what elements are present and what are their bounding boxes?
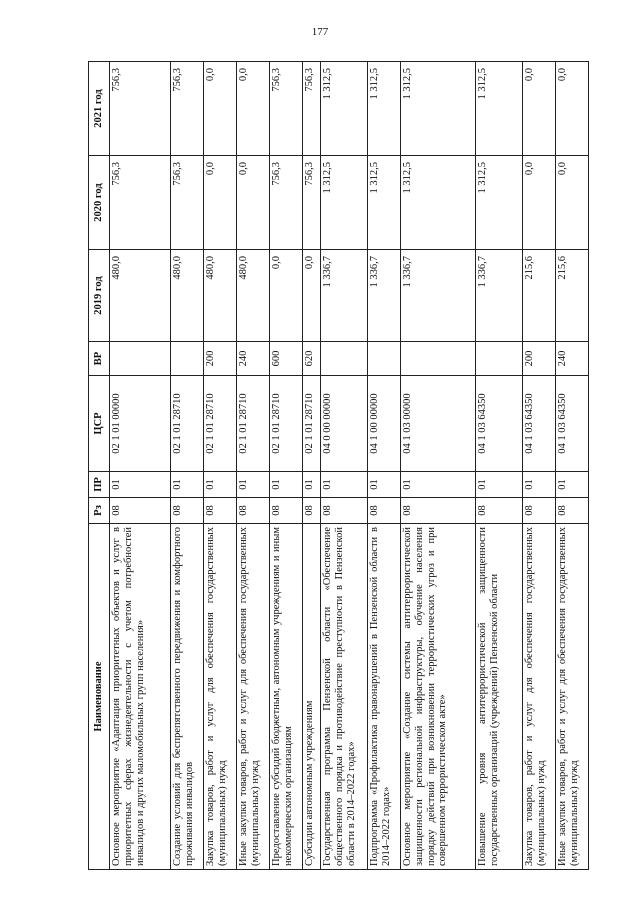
row-name: Закупка товаров, работ и услуг для обеспечения государственных (муниципальных) нужд xyxy=(204,524,237,870)
table-row xyxy=(368,62,401,870)
row-rz: 08 xyxy=(303,498,321,524)
row-csr: 02 1 01 28710 xyxy=(270,376,303,472)
row-vr: 620 xyxy=(303,342,321,376)
row-name: Основное мероприятие «Создание системы антитеррористической защищенности региональной инфраструктуры, обучение населения порядку действий при возникновении террористических угроз и при совершенном террористическом акте» xyxy=(401,524,476,870)
row-vr xyxy=(110,342,171,376)
row-2020: 756,3 xyxy=(110,156,171,250)
row-2019: 1 336,7 xyxy=(321,250,368,342)
row-2020: 756,3 xyxy=(270,156,303,250)
row-pr: 01 xyxy=(303,472,321,498)
row-2021: 756,3 xyxy=(110,62,171,156)
row-pr: 01 xyxy=(368,472,401,498)
row-rz: 08 xyxy=(556,498,589,524)
row-pr: 01 xyxy=(321,472,368,498)
header-name: Наименование xyxy=(89,524,110,870)
row-2021: 0,0 xyxy=(556,62,589,156)
rotated-table-container xyxy=(88,62,580,870)
row-2020: 0,0 xyxy=(237,156,270,250)
row-vr: 240 xyxy=(237,342,270,376)
row-csr: 04 1 03 64350 xyxy=(556,376,589,472)
row-rz: 08 xyxy=(401,498,476,524)
row-name: Основное мероприятие «Адаптация приоритетных объектов и услуг в приоритетных сферах жизнедеятельности с учетом потребностей инвалидов и других маломобильных групп населения» xyxy=(110,524,171,870)
row-2019: 480,0 xyxy=(237,250,270,342)
row-2019: 0,0 xyxy=(303,250,321,342)
row-vr xyxy=(476,342,523,376)
table-row xyxy=(110,62,171,870)
row-csr: 02 1 01 28710 xyxy=(171,376,204,472)
row-2021: 756,3 xyxy=(171,62,204,156)
row-name: Государственная программа Пензенской области «Обеспечение общественного порядка и противодействие преступности в Пензенской области в 2014–2022 годах» xyxy=(321,524,368,870)
row-name: Иные закупки товаров, работ и услуг для обеспечения государственных (муниципальных) нужд xyxy=(556,524,589,870)
row-vr xyxy=(321,342,368,376)
page-number: 177 xyxy=(311,26,329,38)
table-row xyxy=(476,62,523,870)
table-row xyxy=(556,62,589,870)
row-vr: 200 xyxy=(204,342,237,376)
table-row xyxy=(303,62,321,870)
row-2019: 1 336,7 xyxy=(368,250,401,342)
row-name: Иные закупки товаров, работ и услуг для обеспечения государственных (муниципальных) нужд xyxy=(237,524,270,870)
row-2021: 0,0 xyxy=(237,62,270,156)
row-pr: 01 xyxy=(204,472,237,498)
row-2021: 1 312,5 xyxy=(321,62,368,156)
row-2019: 1 336,7 xyxy=(476,250,523,342)
row-2019: 480,0 xyxy=(204,250,237,342)
row-csr: 04 1 03 64350 xyxy=(476,376,523,472)
row-csr: 04 1 00 00000 xyxy=(368,376,401,472)
header-pr: ПР xyxy=(89,472,110,498)
row-pr: 01 xyxy=(270,472,303,498)
row-csr: 02 1 01 00000 xyxy=(110,376,171,472)
row-rz: 08 xyxy=(204,498,237,524)
row-name: Создание условий для беспрепятственного передвижения и комфортного проживания инвалидов xyxy=(171,524,204,870)
row-pr: 01 xyxy=(401,472,476,498)
row-csr: 02 1 01 28710 xyxy=(303,376,321,472)
row-2020: 1 312,5 xyxy=(401,156,476,250)
row-rz: 08 xyxy=(270,498,303,524)
row-2021: 1 312,5 xyxy=(368,62,401,156)
budget-table xyxy=(88,61,589,870)
row-rz: 08 xyxy=(368,498,401,524)
row-vr xyxy=(401,342,476,376)
row-vr: 240 xyxy=(556,342,589,376)
table-row xyxy=(270,62,303,870)
row-2021: 0,0 xyxy=(204,62,237,156)
row-2019: 0,0 xyxy=(270,250,303,342)
row-2019: 480,0 xyxy=(171,250,204,342)
row-rz: 08 xyxy=(110,498,171,524)
row-csr: 04 1 03 00000 xyxy=(401,376,476,472)
row-2021: 1 312,5 xyxy=(476,62,523,156)
row-rz: 08 xyxy=(523,498,556,524)
row-name: Повышение уровня антитеррористической защищенности государственных организаций (учреждений) Пензенской области xyxy=(476,524,523,870)
row-2020: 0,0 xyxy=(556,156,589,250)
row-2020: 756,3 xyxy=(171,156,204,250)
row-rz: 08 xyxy=(171,498,204,524)
row-2020: 1 312,5 xyxy=(476,156,523,250)
row-vr xyxy=(368,342,401,376)
row-vr: 600 xyxy=(270,342,303,376)
row-2020: 0,0 xyxy=(523,156,556,250)
header-2020: 2020 год xyxy=(89,156,110,250)
row-pr: 01 xyxy=(171,472,204,498)
row-2019: 1 336,7 xyxy=(401,250,476,342)
header-csr: ЦСР xyxy=(89,376,110,472)
row-2019: 215,6 xyxy=(556,250,589,342)
row-pr: 01 xyxy=(523,472,556,498)
row-name: Закупка товаров, работ и услуг для обеспечения государственных (муниципальных) нужд xyxy=(523,524,556,870)
row-pr: 01 xyxy=(237,472,270,498)
row-pr: 01 xyxy=(110,472,171,498)
row-2019: 480,0 xyxy=(110,250,171,342)
row-2020: 1 312,5 xyxy=(321,156,368,250)
row-2020: 0,0 xyxy=(204,156,237,250)
table-row xyxy=(401,62,476,870)
header-2021: 2021 год xyxy=(89,62,110,156)
row-2021: 756,3 xyxy=(270,62,303,156)
row-2021: 0,0 xyxy=(523,62,556,156)
row-2019: 215,6 xyxy=(523,250,556,342)
row-csr: 02 1 01 28710 xyxy=(204,376,237,472)
row-csr: 02 1 01 28710 xyxy=(237,376,270,472)
row-vr: 200 xyxy=(523,342,556,376)
header-rz: Рз xyxy=(89,498,110,524)
row-rz: 08 xyxy=(321,498,368,524)
row-pr: 01 xyxy=(476,472,523,498)
table-row xyxy=(321,62,368,870)
row-2020: 1 312,5 xyxy=(368,156,401,250)
table-row xyxy=(237,62,270,870)
row-rz: 08 xyxy=(237,498,270,524)
table-row xyxy=(523,62,556,870)
table-row xyxy=(171,62,204,870)
table-header-row xyxy=(89,62,110,870)
row-name: Субсидии автономным учреждениям xyxy=(303,524,321,870)
row-2020: 756,3 xyxy=(303,156,321,250)
row-pr: 01 xyxy=(556,472,589,498)
row-2021: 1 312,5 xyxy=(401,62,476,156)
row-rz: 08 xyxy=(476,498,523,524)
row-name: Предоставление субсидий бюджетным, автономным учреждениям и иным некоммерческим организациям xyxy=(270,524,303,870)
row-csr: 04 1 03 64350 xyxy=(523,376,556,472)
row-name: Подпрограмма «Профилактика правонарушений в Пензенской области в 2014–2022 годах» xyxy=(368,524,401,870)
header-2019: 2019 год xyxy=(89,250,110,342)
row-2021: 756,3 xyxy=(303,62,321,156)
table-row xyxy=(204,62,237,870)
header-vr: ВР xyxy=(89,342,110,376)
row-vr xyxy=(171,342,204,376)
row-csr: 04 0 00 00000 xyxy=(321,376,368,472)
